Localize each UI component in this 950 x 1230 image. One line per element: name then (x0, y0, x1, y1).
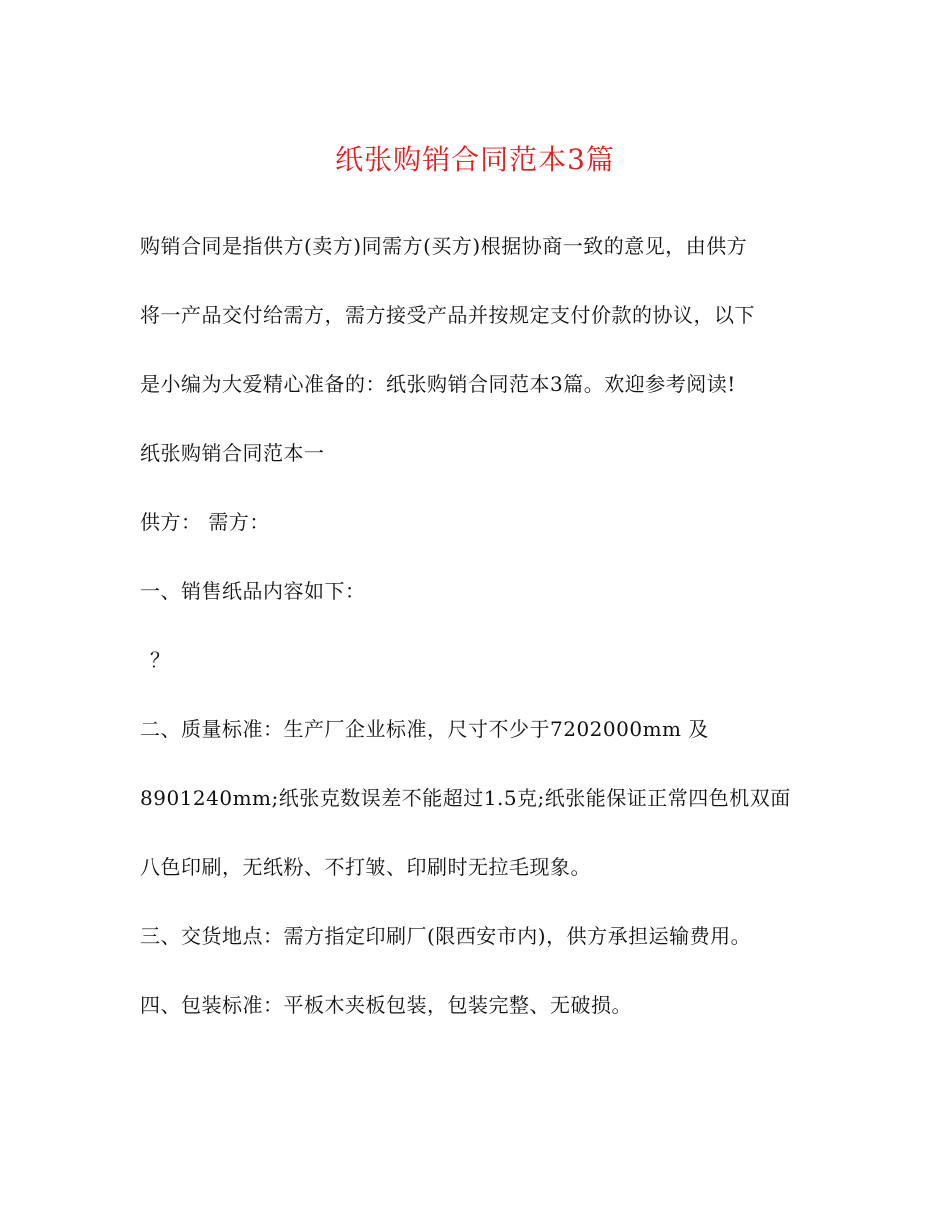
body-line-intro-2: 将一产品交付给需方，需方接受产品并按规定支付价款的协议，以下 (140, 303, 755, 327)
body-line-intro-3: 是小编为大爱精心准备的：纸张购销合同范本3篇。欢迎参考阅读! (140, 372, 736, 396)
clause-4: 四、包装标准：平板木夹板包装，包装完整、无破损。 (140, 993, 632, 1017)
placeholder-mark: ？ (150, 648, 171, 672)
clause-2-line-2: 8901240mm;纸张克数误差不能超过1.5克;纸张能保证正常四色机双面 (140, 786, 791, 810)
section-heading: 纸张购销合同范本一 (140, 441, 325, 465)
clause-3: 三、交货地点：需方指定印刷厂(限西安市内)，供方承担运输费用。 (140, 924, 752, 948)
document-body (140, 223, 820, 1051)
body-line-intro-1: 购销合同是指供方(卖方)同需方(买方)根据协商一致的意见，由供方 (140, 234, 748, 258)
parties-line: 供方： 需方： (140, 510, 270, 534)
clause-2-line-1: 二、质量标准：生产厂企业标准，尺寸不少于7202000mm 及 (140, 717, 709, 741)
clause-1: 一、销售纸品内容如下： (140, 579, 366, 603)
document-title: 纸张购销合同范本3篇 (335, 143, 615, 176)
clause-2-line-3: 八色印刷，无纸粉、不打皱、印刷时无拉毛现象。 (140, 855, 591, 879)
